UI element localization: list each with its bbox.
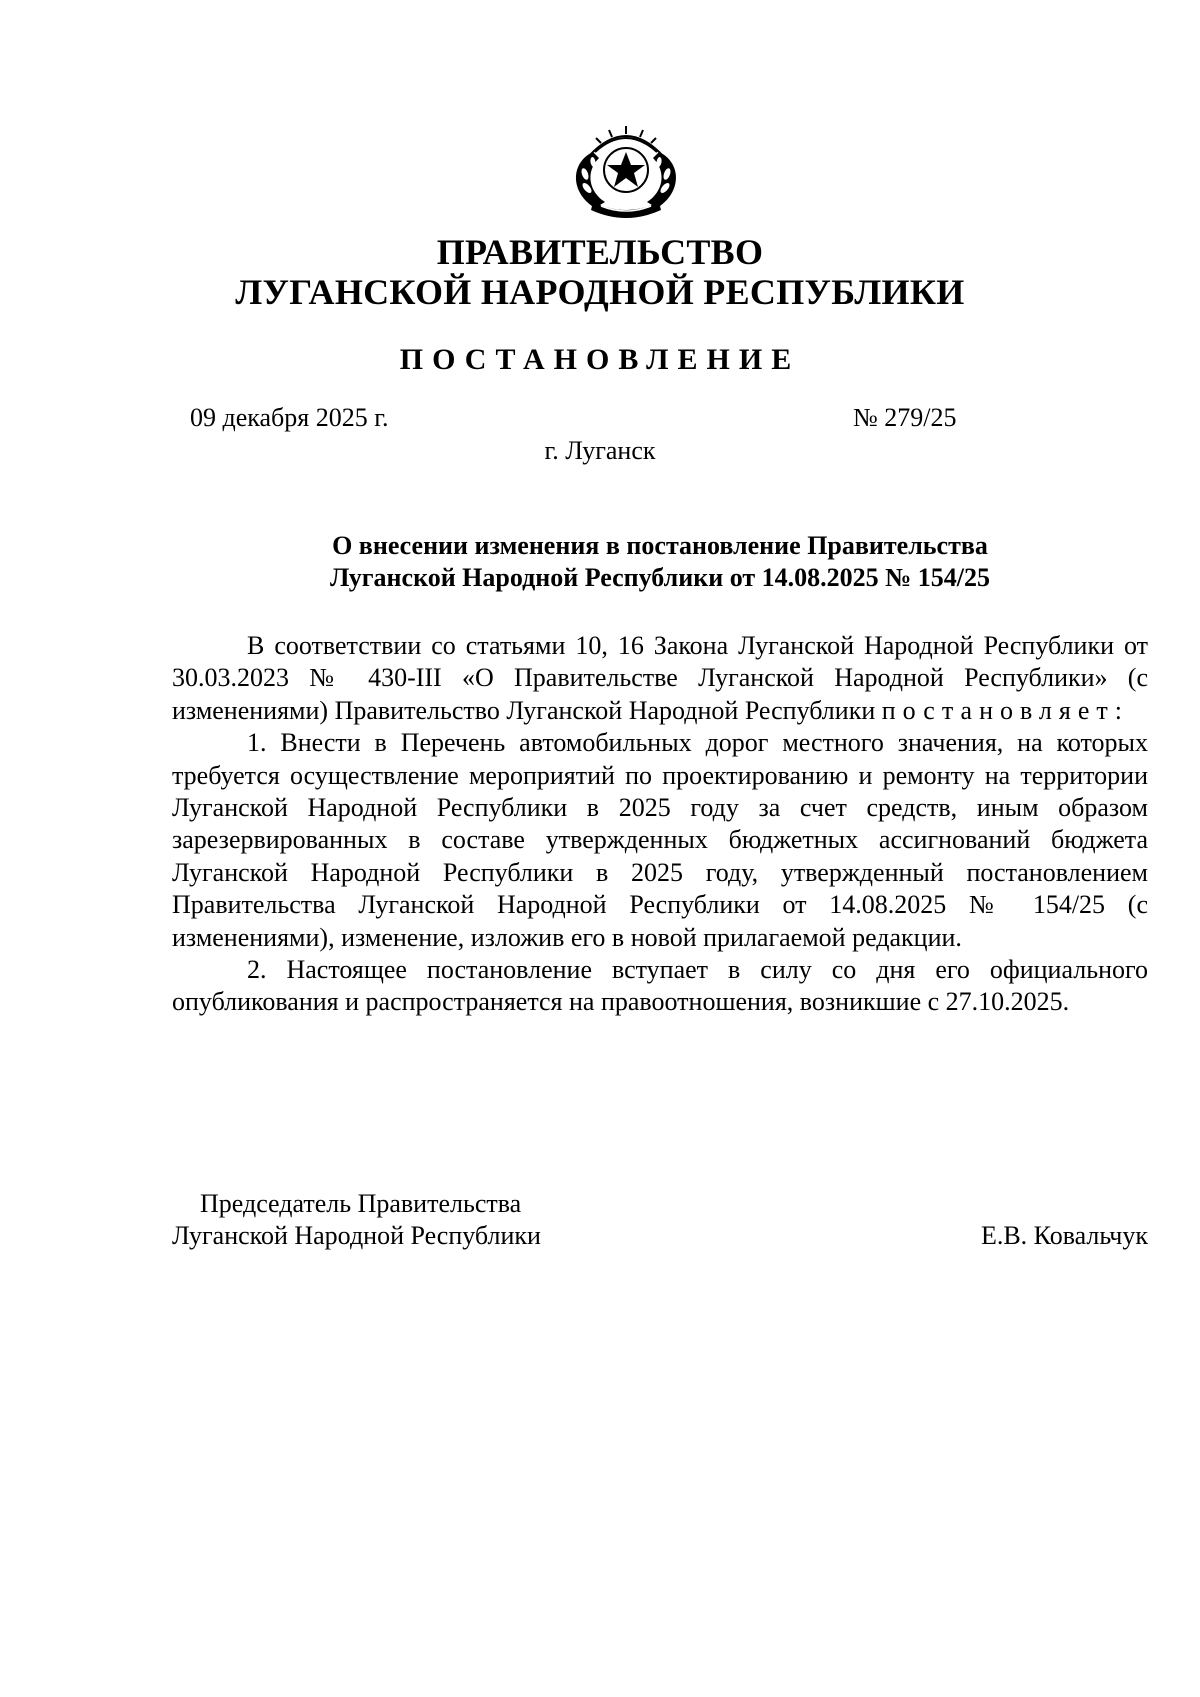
subject-line1: О внесении изменения в постановление Правительства [332, 531, 988, 560]
document-city: г. Луганск [544, 436, 656, 465]
document-subject [172, 530, 1148, 594]
subject-line2: Луганской Народной Республики от 14.08.2025 № 154/25 [330, 563, 990, 592]
preamble-text: В соответствии со статьями 10, 16 Закона Луганской Народной Республики от 30.03.2023 № 430-III «О Правительстве Луганской Народной Республики» (с изменениями) Правительство Луганской Народной Республики [172, 631, 1148, 725]
item-2-paragraph: 2. Настоящее постановление вступает в силу со дня его официального опубликования и распространяется на правоотношения, возникшие с 27.10.2025. [172, 955, 1148, 1017]
item-1-paragraph: 1. Внести в Перечень автомобильных дорог местного значения, на которых требуется осуществление мероприятий по проектированию и ремонту на территории Луганской Народной Республики в 2025 году за счет средств, иным образом зарезервированных в составе утвержденных бюджетных ассигнований бюджета Луганской Народной Республики в 2025 году, утвержденный постановлением Правительства Луганской Народной Республики от 14.08.2025 № 154/25 (с изменениями), изменение, изложив его в новой прилагаемой редакции. [172, 728, 1148, 952]
signatory-position-line2: Луганской Народной Республики [172, 1221, 541, 1250]
document-type: ПОСТАНОВЛЕНИЕ [399, 343, 801, 376]
preamble-paragraph [172, 630, 1148, 727]
resolves-word: постановляет: [881, 695, 1129, 725]
signatory-position-line1: Председатель Правительства [200, 1189, 522, 1218]
org-title-line2: ЛУГАНСКОЙ НАРОДНОЙ РЕСПУБЛИКИ [235, 272, 965, 312]
signature-block [172, 1188, 1148, 1252]
signature-row [172, 1220, 1148, 1252]
signatory-name: Е.В. Ковальчук [980, 1221, 1148, 1250]
coat-of-arms-icon [565, 122, 687, 218]
document-date: 09 декабря 2025 г. [190, 403, 389, 432]
org-title-line1: ПРАВИТЕЛЬСТВО [436, 232, 764, 272]
document-body [172, 630, 1148, 1019]
document-number: № 279/25 [853, 403, 957, 432]
